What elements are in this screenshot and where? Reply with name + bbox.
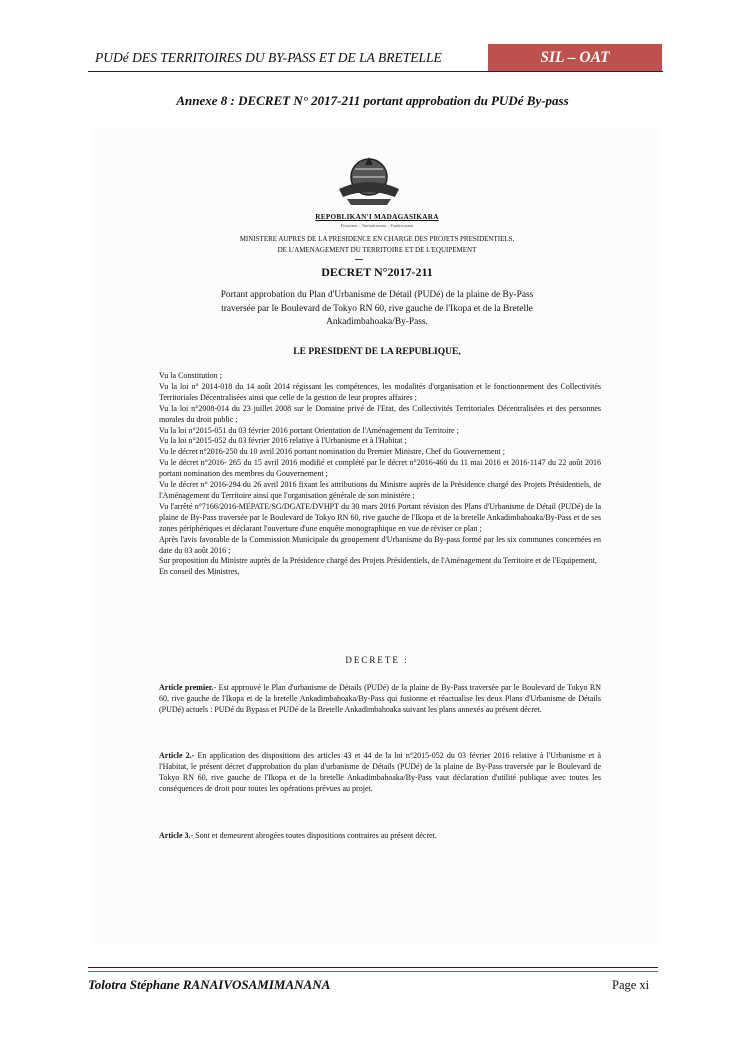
article-2 — [159, 751, 601, 795]
object-line-3: Ankadimbahoaka/By-Pass. — [326, 317, 428, 328]
article-3 — [159, 831, 601, 842]
article-3-text: Sont et demeurent abrogées toutes dispositions contraires au présent décret. — [193, 831, 437, 840]
consideration-item: Sur proposition du Ministre auprès de la Présidence chargé des Projets Présidentiels, de l'Aménagement du Territoire et de l'Equipement, — [159, 556, 597, 566]
decree-object — [93, 289, 661, 330]
president-heading: LE PRESIDENT DE LA REPUBLIQUE, — [293, 347, 461, 357]
consideration-item: Vu le décret n°2016-250 du 10 avril 2016 portant nomination du Premier Ministre, Chef du Gouvernement ; — [159, 447, 505, 457]
footer-author: Tolotra Stéphane RANAIVOSAMIMANANA — [88, 977, 331, 992]
footer-rule-accent — [88, 971, 658, 972]
scanned-decree — [93, 128, 661, 943]
article-1-text: Est approuvé le Plan d'urbanisme de Détails (PUDé) de la plaine de By-Pass traversée par le Boulevard de Tokyo RN 60, rive gauche de l'Ikopa et de la bretelle Ankadimbahoaka/By-Pass qui fusionne et réactualise les deux Plans d'Urbanisme de Détails (PUDé) actuels : PUDé du Bypass et PUDé de la Bretelle Ankadimbahoaka suivant les plans annexés au présent décret. — [159, 683, 601, 714]
republic-name: REPOBLIKAN'I MADAGASIKARA — [315, 213, 439, 221]
considerations-list — [159, 371, 601, 578]
consideration-item: Vu le décret n° 2016-294 du 26 avril 2016 fixant les attributions du Ministre auprès de la Présidence chargé des Projets Présidentiels, de l'Aménagement du Territoire ainsi que l'organisation générale de son ministère ; — [159, 480, 601, 500]
consideration-item: Vu la loi n°2015-051 du 03 février 2016 portant Orientation de l'Aménagement du Territoire ; — [159, 425, 459, 435]
consideration-item: Vu la loi n°2015-052 du 03 février 2016 relative à l'Urbanisme et à l'Habitat ; — [159, 436, 407, 446]
object-line-1: Portant approbation du Plan d'Urbanisme de Détail (PUDé) de la plaine de By-Pass — [220, 290, 534, 300]
annex-title: Annexe 8 : DECRET N° 2017-211 portant approbation du PUDé By-pass — [176, 93, 569, 108]
separator-dash — [355, 259, 363, 260]
coat-of-arms-emblem-icon — [329, 153, 409, 211]
article-1 — [159, 683, 601, 716]
consideration-item: Vu l'arrêté n°7166/2016-MEPATE/SG/DGATE/DVHPT du 30 mars 2016 Portant révision des Plans d'Urbanisme de Détail (PUDé) de la plaine de By-Pass traversée par le Boulevard de Tokyo RN 60, rive gauche de l'Ikopa et de la bretelle Ankadimbahoaka/By-Pass et de ses zones périphériques et déclarant l'ouverture d'une enquête monographique en vue de réviser ce plan ; — [159, 501, 601, 533]
article-2-text: En application des dispositions des articles 43 et 44 de la loi n°2015-052 du 03 février 2016 relative à l'Urbanisme et à l'Habitat, le présent décret d'approbation du plan d'urbanisme de Détails (PUDé) de la plaine de By-Pass traversée par le Boulevard de Tokyo RN 60, rive gauche de l'Ikopa et de la bretelle Ankadimbahoaka/By-Pass vaut déclaration d'utilité publique avec toutes les conséquences de droit pour toutes les opérations prévues au projet. — [159, 751, 602, 793]
header-rule — [88, 71, 663, 72]
ministry-heading — [93, 234, 661, 256]
decrete-heading: DECRETE : — [345, 655, 409, 665]
consideration-item: Vu la loi n° 2014-018 du 14 août 2014 régissant les compétences, les modalités d'organisation et le fonctionnement des Collectivités Territoriales Décentralisées ainsi que celle de la gestion de leur propres affaires ; — [159, 381, 601, 402]
header-title: PUDé DES TERRITOIRES DU BY-PASS ET DE LA BRETELLE — [95, 50, 442, 65]
header-badge: SIL – OAT — [488, 44, 662, 72]
ministry-line-1: MINISTERE AUPRES DE LA PRESIDENCE EN CHARGE DES PROJETS PRESIDENTIELS, — [239, 235, 515, 243]
consideration-item: Vu le décret n°2016- 265 du 15 avril 2016 modifié et complété par le décret n°2016-460 du 11 mai 2016 et 2016-1147 du 22 août 2016 portant nomination des membres du Gouvernement ; — [159, 458, 601, 479]
consideration-item: Après l'avis favorable de la Commission Municipale du groupement d'Urbanisme du By-pass formé par les six communes concernées en date du 03 août 2016 ; — [159, 534, 601, 555]
article-3-heading: Article 3.- — [159, 831, 194, 840]
article-2-heading: Article 2.- — [159, 751, 195, 760]
article-1-heading: Article premier.- — [159, 683, 217, 692]
decree-number: DECRET N°2017-211 — [321, 265, 433, 279]
ministry-line-2: DE L'AMENAGEMENT DU TERRITOIRE ET DE L'EQUIPEMENT — [277, 246, 477, 254]
republic-motto: Fitiavana – Tanindrazana – Fandrosoana — [340, 223, 414, 228]
consideration-item: Vu la loi n°2008-014 du 23 juillet 2008 sur le Domaine privé de l'Etat, des Collectivités Territoriales Décentralisées et des personnes morales du droit public ; — [159, 403, 601, 424]
consideration-item: Vu la Constitution ; — [159, 371, 222, 380]
consideration-item: En conseil des Ministres, — [159, 567, 240, 577]
object-line-2: traversée par le Boulevard de Tokyo RN 60, rive gauche de l'Ikopa et de la Bretelle — [221, 303, 533, 314]
footer-rule — [88, 967, 658, 968]
page-number: Page xi — [612, 978, 650, 992]
